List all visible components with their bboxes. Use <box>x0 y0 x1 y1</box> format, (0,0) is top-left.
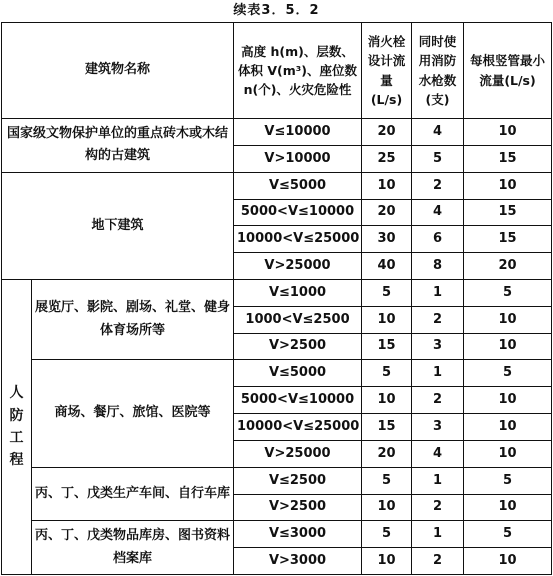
simultaneous-guns-cell: 4 <box>412 440 464 467</box>
simultaneous-guns-cell: 8 <box>412 253 464 280</box>
simultaneous-guns-cell: 2 <box>412 172 464 199</box>
simultaneous-guns-cell: 6 <box>412 226 464 253</box>
criteria-cell: V>2500 <box>234 333 362 360</box>
hydrant-flow-cell: 10 <box>362 494 412 521</box>
table-row <box>2 360 552 387</box>
simultaneous-guns-cell: 3 <box>412 414 464 441</box>
criteria-cell: V>25000 <box>234 253 362 280</box>
min-riser-flow-cell: 15 <box>464 145 552 172</box>
building-category-cell: 国家级文物保护单位的重点砖木或木结构的古建筑 <box>2 119 234 173</box>
table-row <box>2 172 552 199</box>
simultaneous-guns-cell: 2 <box>412 548 464 575</box>
header-criteria: 高度 h(m)、层数、体积 V(m³)、座位数 n(个)、火灾危险性 <box>234 23 362 119</box>
min-riser-flow-cell: 10 <box>464 172 552 199</box>
hydrant-flow-cell: 20 <box>362 440 412 467</box>
min-riser-flow-cell: 10 <box>464 414 552 441</box>
criteria-cell: V>3000 <box>234 548 362 575</box>
min-riser-flow-cell: 10 <box>464 440 552 467</box>
hydrant-flow-cell: 40 <box>362 253 412 280</box>
criteria-cell: V>25000 <box>234 440 362 467</box>
criteria-cell: 1000<V≤2500 <box>234 306 362 333</box>
criteria-cell: 5000<V≤10000 <box>234 199 362 226</box>
min-riser-flow-cell: 10 <box>464 119 552 146</box>
simultaneous-guns-cell: 1 <box>412 360 464 387</box>
hydrant-flow-cell: 30 <box>362 226 412 253</box>
hydrant-flow-cell: 10 <box>362 387 412 414</box>
hydrant-flow-cell: 15 <box>362 333 412 360</box>
hydrant-flow-cell: 10 <box>362 172 412 199</box>
simultaneous-guns-cell: 4 <box>412 119 464 146</box>
min-riser-flow-cell: 5 <box>464 467 552 494</box>
subcategory-cell: 商场、餐厅、旅馆、医院等 <box>32 360 234 467</box>
hydrant-flow-cell: 5 <box>362 467 412 494</box>
table-title: 续表3．5．2 <box>233 3 320 18</box>
subcategory-cell: 丙、丁、戊类物品库房、图书资料档案库 <box>32 521 234 575</box>
criteria-cell: V>2500 <box>234 494 362 521</box>
hydrant-flow-cell: 20 <box>362 199 412 226</box>
simultaneous-guns-cell: 2 <box>412 387 464 414</box>
criteria-cell: V≤10000 <box>234 119 362 146</box>
criteria-cell: V>10000 <box>234 145 362 172</box>
subcategory-cell: 丙、丁、戊类生产车间、自行车库 <box>32 467 234 521</box>
header-building-name: 建筑物名称 <box>2 23 234 119</box>
min-riser-flow-cell: 5 <box>464 280 552 307</box>
table-row <box>2 467 552 494</box>
table-row <box>2 119 552 146</box>
min-riser-flow-cell: 10 <box>464 387 552 414</box>
hydrant-flow-cell: 5 <box>362 360 412 387</box>
criteria-cell: 10000<V≤25000 <box>234 226 362 253</box>
header-row <box>2 23 552 119</box>
hydrant-flow-cell: 10 <box>362 306 412 333</box>
criteria-cell: 5000<V≤10000 <box>234 387 362 414</box>
table-row <box>2 280 552 307</box>
hydrant-flow-cell: 5 <box>362 521 412 548</box>
simultaneous-guns-cell: 3 <box>412 333 464 360</box>
civil-defense-label: 人防工程 <box>9 385 24 469</box>
simultaneous-guns-cell: 1 <box>412 280 464 307</box>
table-row <box>2 521 552 548</box>
simultaneous-guns-cell: 2 <box>412 494 464 521</box>
header-hydrant-flow: 消火栓设计流量(L/s) <box>362 23 412 119</box>
hydrant-flow-cell: 5 <box>362 280 412 307</box>
building-category-cell: 地下建筑 <box>2 172 234 279</box>
criteria-cell: V≤1000 <box>234 280 362 307</box>
subcategory-cell: 展览厅、影院、剧场、礼堂、健身体育场所等 <box>32 280 234 360</box>
criteria-cell: V≤5000 <box>234 172 362 199</box>
min-riser-flow-cell: 15 <box>464 226 552 253</box>
min-riser-flow-cell: 10 <box>464 306 552 333</box>
criteria-cell: V≤2500 <box>234 467 362 494</box>
table-body <box>2 23 552 575</box>
criteria-cell: 10000<V≤25000 <box>234 414 362 441</box>
header-min-riser-flow: 每根竖管最小流量(L/s) <box>464 23 552 119</box>
civil-defense-group-cell <box>2 280 32 575</box>
simultaneous-guns-cell: 1 <box>412 467 464 494</box>
simultaneous-guns-cell: 4 <box>412 199 464 226</box>
min-riser-flow-cell: 20 <box>464 253 552 280</box>
min-riser-flow-cell: 10 <box>464 494 552 521</box>
criteria-cell: V≤5000 <box>234 360 362 387</box>
min-riser-flow-cell: 5 <box>464 521 552 548</box>
simultaneous-guns-cell: 2 <box>412 306 464 333</box>
min-riser-flow-cell: 10 <box>464 333 552 360</box>
min-riser-flow-cell: 10 <box>464 548 552 575</box>
min-riser-flow-cell: 5 <box>464 360 552 387</box>
criteria-cell: V≤3000 <box>234 521 362 548</box>
simultaneous-guns-cell: 1 <box>412 521 464 548</box>
min-riser-flow-cell: 15 <box>464 199 552 226</box>
fire-hydrant-flow-table <box>1 22 552 575</box>
hydrant-flow-cell: 10 <box>362 548 412 575</box>
hydrant-flow-cell: 25 <box>362 145 412 172</box>
hydrant-flow-cell: 20 <box>362 119 412 146</box>
simultaneous-guns-cell: 5 <box>412 145 464 172</box>
hydrant-flow-cell: 15 <box>362 414 412 441</box>
header-simultaneous-guns: 同时使用消防水枪数(支) <box>412 23 464 119</box>
